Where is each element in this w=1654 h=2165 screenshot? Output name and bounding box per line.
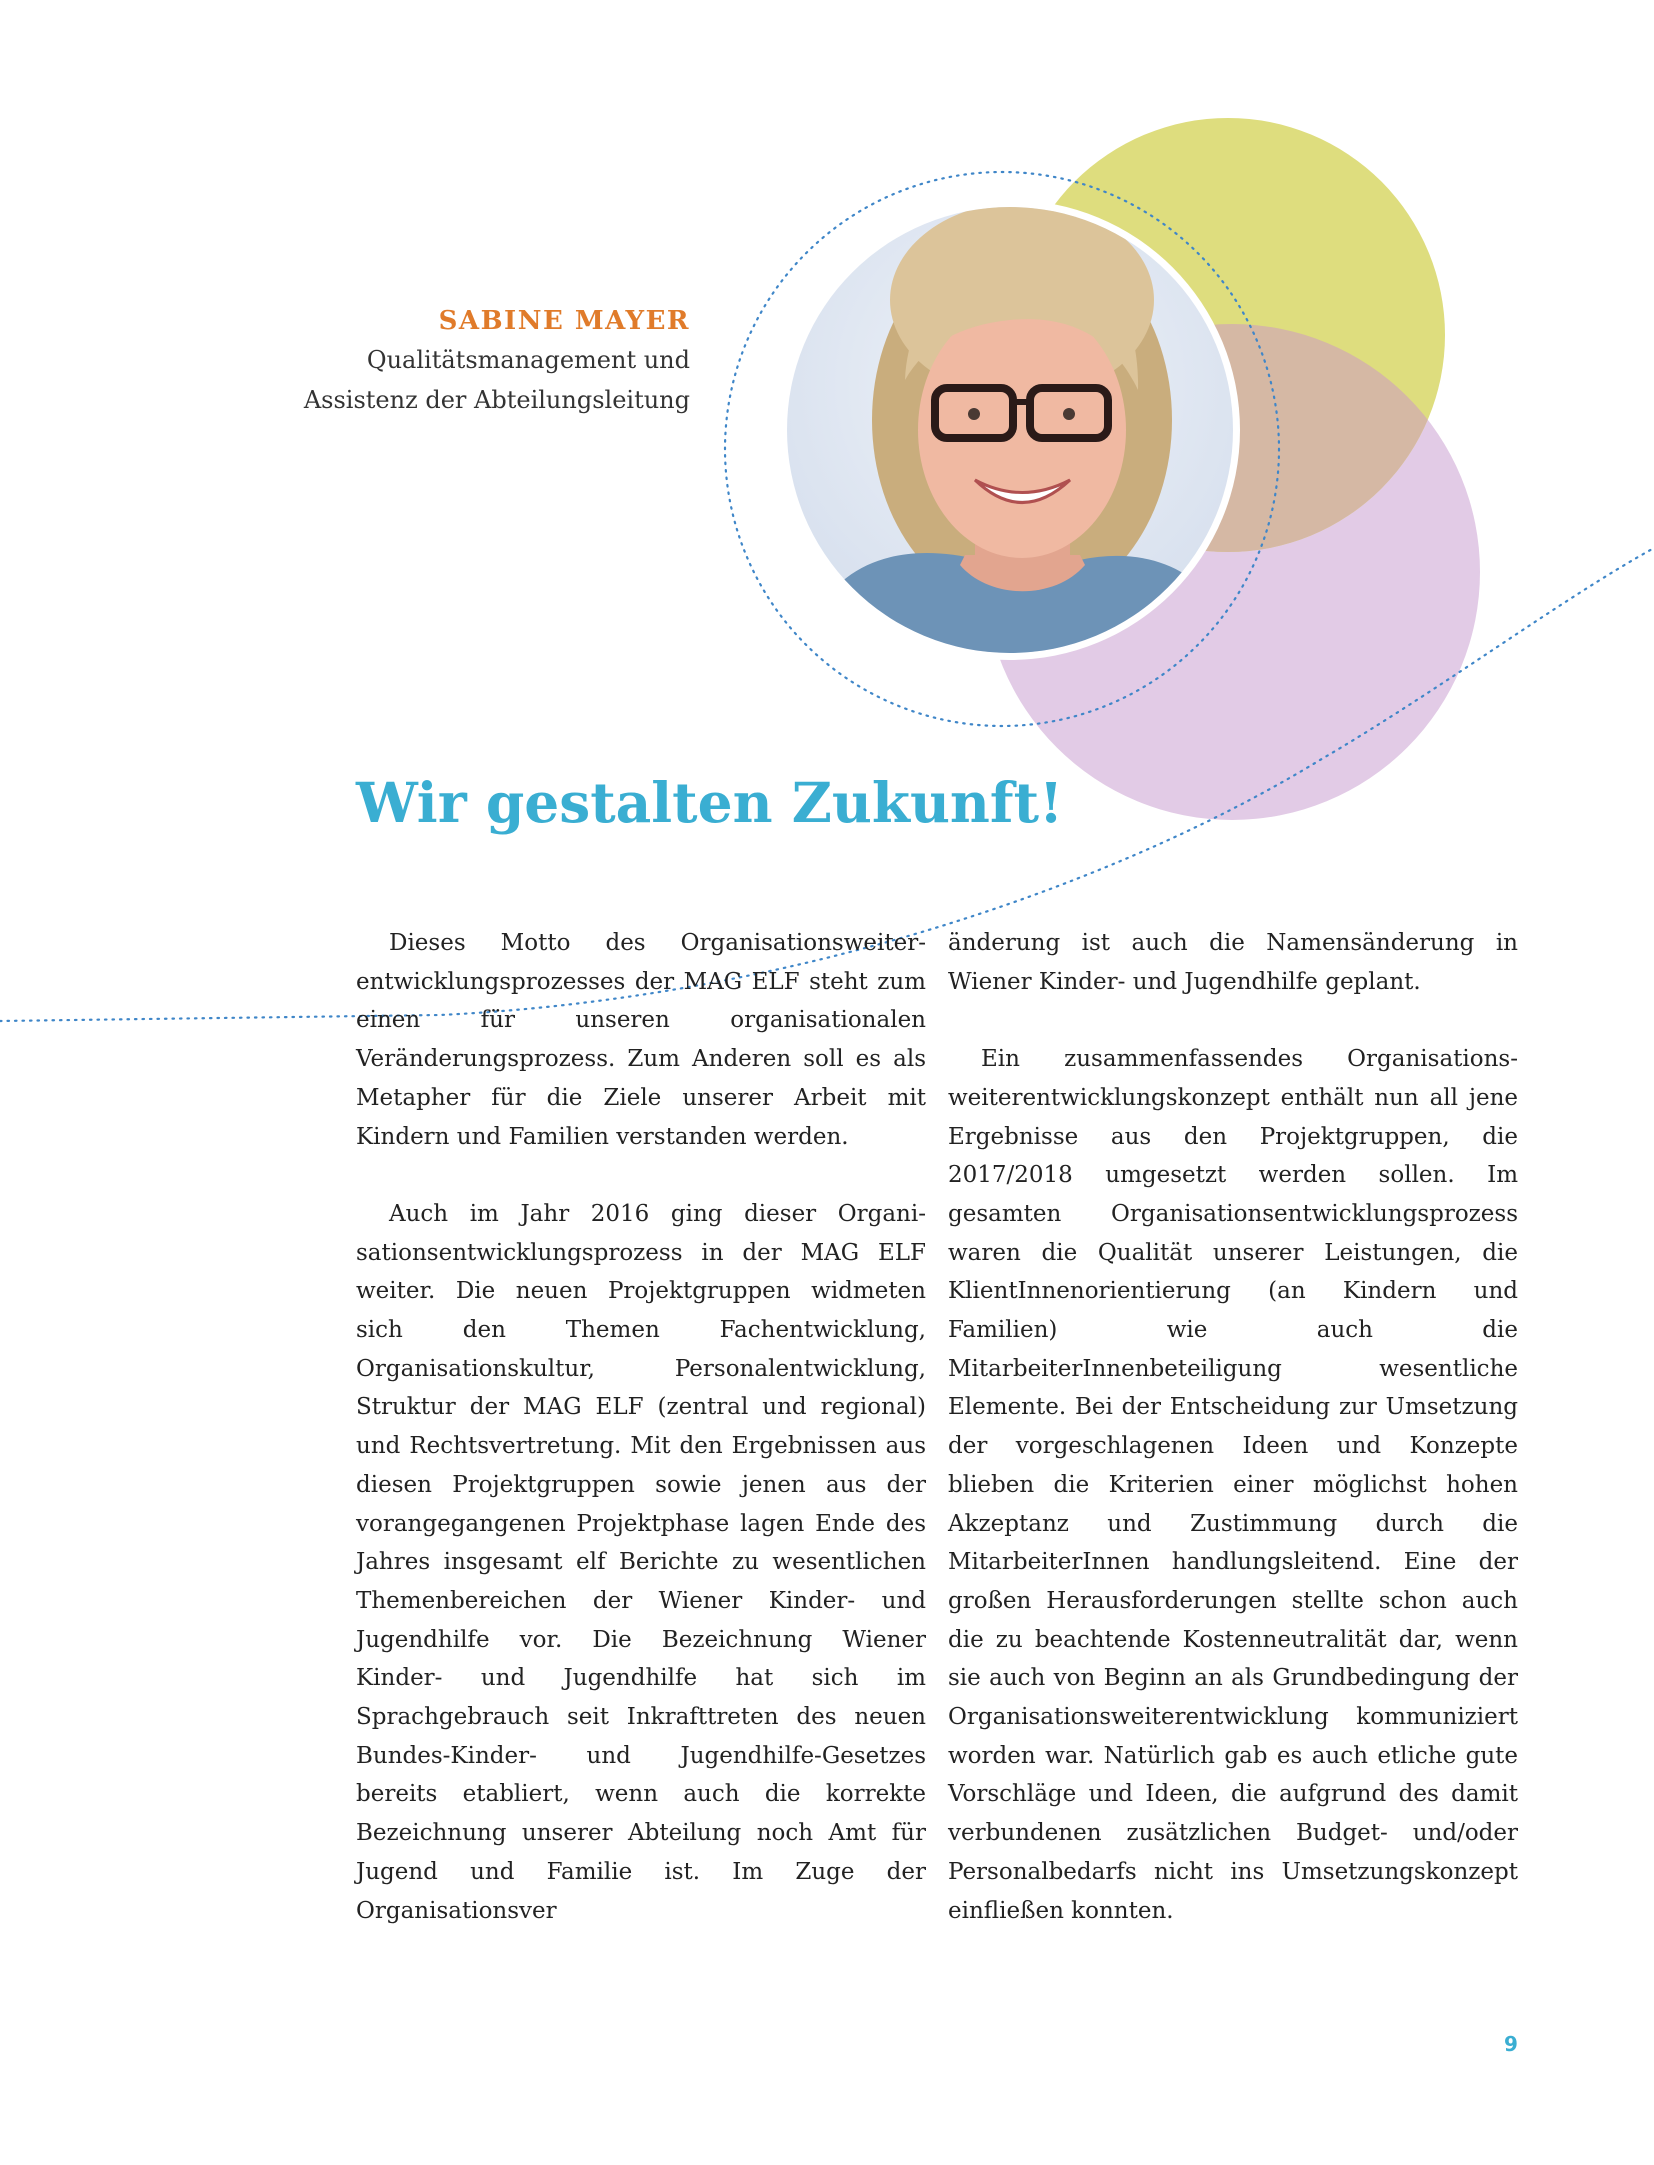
body-paragraph: Ein zusammenfassendes Organisationsweiterentwicklungskonzept enthält nun all jene Ergebnisse aus den Projektgruppen, die 2017/2018 umgesetzt werden sollen. Im gesamten Organisationsentwicklungsprozess waren die Qualität unserer Leistungen, die KlientInnenorientierung (an Kindern und Familien) wie auch die MitarbeiterInnenbeteiligung wesentliche Elemente. Bei der Entscheidung zur Umsetzung der vorgeschlagenen Ideen und Konzepte blieben die Kriterien einer möglichst hohen Akzeptanz und Zustimmung durch die MitarbeiterInnen handlungsleitend. Eine der großen Herausforderungen stellte schon auch die zu beachtende Kostenneutralität dar, wenn sie auch von Beginn an als Grundbedingung der Organisationsweiterentwicklung kommuniziert worden war. Natürlich gab es auch etliche gute Vorschläge und Ideen, die aufgrund des damit verbundenen zusätzlichen Budget- und/oder Personalbedarfs nicht ins Umsetzungskonzept einfließen konnten.	[948, 1046, 1518, 1924]
body-paragraph: Dieses Motto des Organisationsweiterentwicklungsprozesses der MAG ELF steht zum einen für unseren organisationalen Veränderungsprozess. Zum Anderen soll es als Metapher für die Ziele unserer Arbeit mit Kindern und Familien verstanden werden.	[356, 930, 926, 1150]
page-number: 9	[1504, 2032, 1518, 2056]
body-column-right	[948, 924, 1518, 1930]
headline: Wir gestalten Zukunft!	[356, 770, 1064, 835]
person-role-line-2: Assistenz der Abteilungsleitung	[303, 386, 690, 414]
body-paragraph: Auch im Jahr 2016 ging dieser Organisationsentwicklungsprozess in der MAG ELF weiter. Die neuen Projektgruppen widmeten sich den Themen Fachentwicklung, Organisationskultur, Personalentwicklung, Struktur der MAG ELF (zentral und regional) und Rechtsvertretung. Mit den Ergebnissen aus diesen Projektgruppen sowie jenen aus der vorangegangenen Projektphase lagen Ende des Jahres insgesamt elf Berichte zu wesentlichen Themenbereichen der Wiener Kinder- und Jugendhilfe vor. Die Bezeichnung Wiener Kinder- und Jugendhilfe hat sich im Sprachgebrauch seit Inkrafttreten des neuen Bundes-Kinder- und Jugendhilfe-Gesetzes bereits etabliert, wenn auch die korrekte Bezeichnung unserer Abteilung noch Amt für Jugend und Familie ist. Im Zuge der Organisationsver	[356, 1200, 926, 1924]
person-caption	[304, 302, 690, 420]
person-role-line-1: Qualitätsmanagement und	[366, 346, 690, 374]
body-column-left	[356, 924, 926, 1930]
person-name: SABINE MAYER	[438, 306, 690, 336]
portrait-photo	[780, 200, 1240, 660]
body-paragraph: änderung ist auch die Namensänderung in Wiener Kinder- und Jugendhilfe geplant.	[948, 930, 1518, 995]
